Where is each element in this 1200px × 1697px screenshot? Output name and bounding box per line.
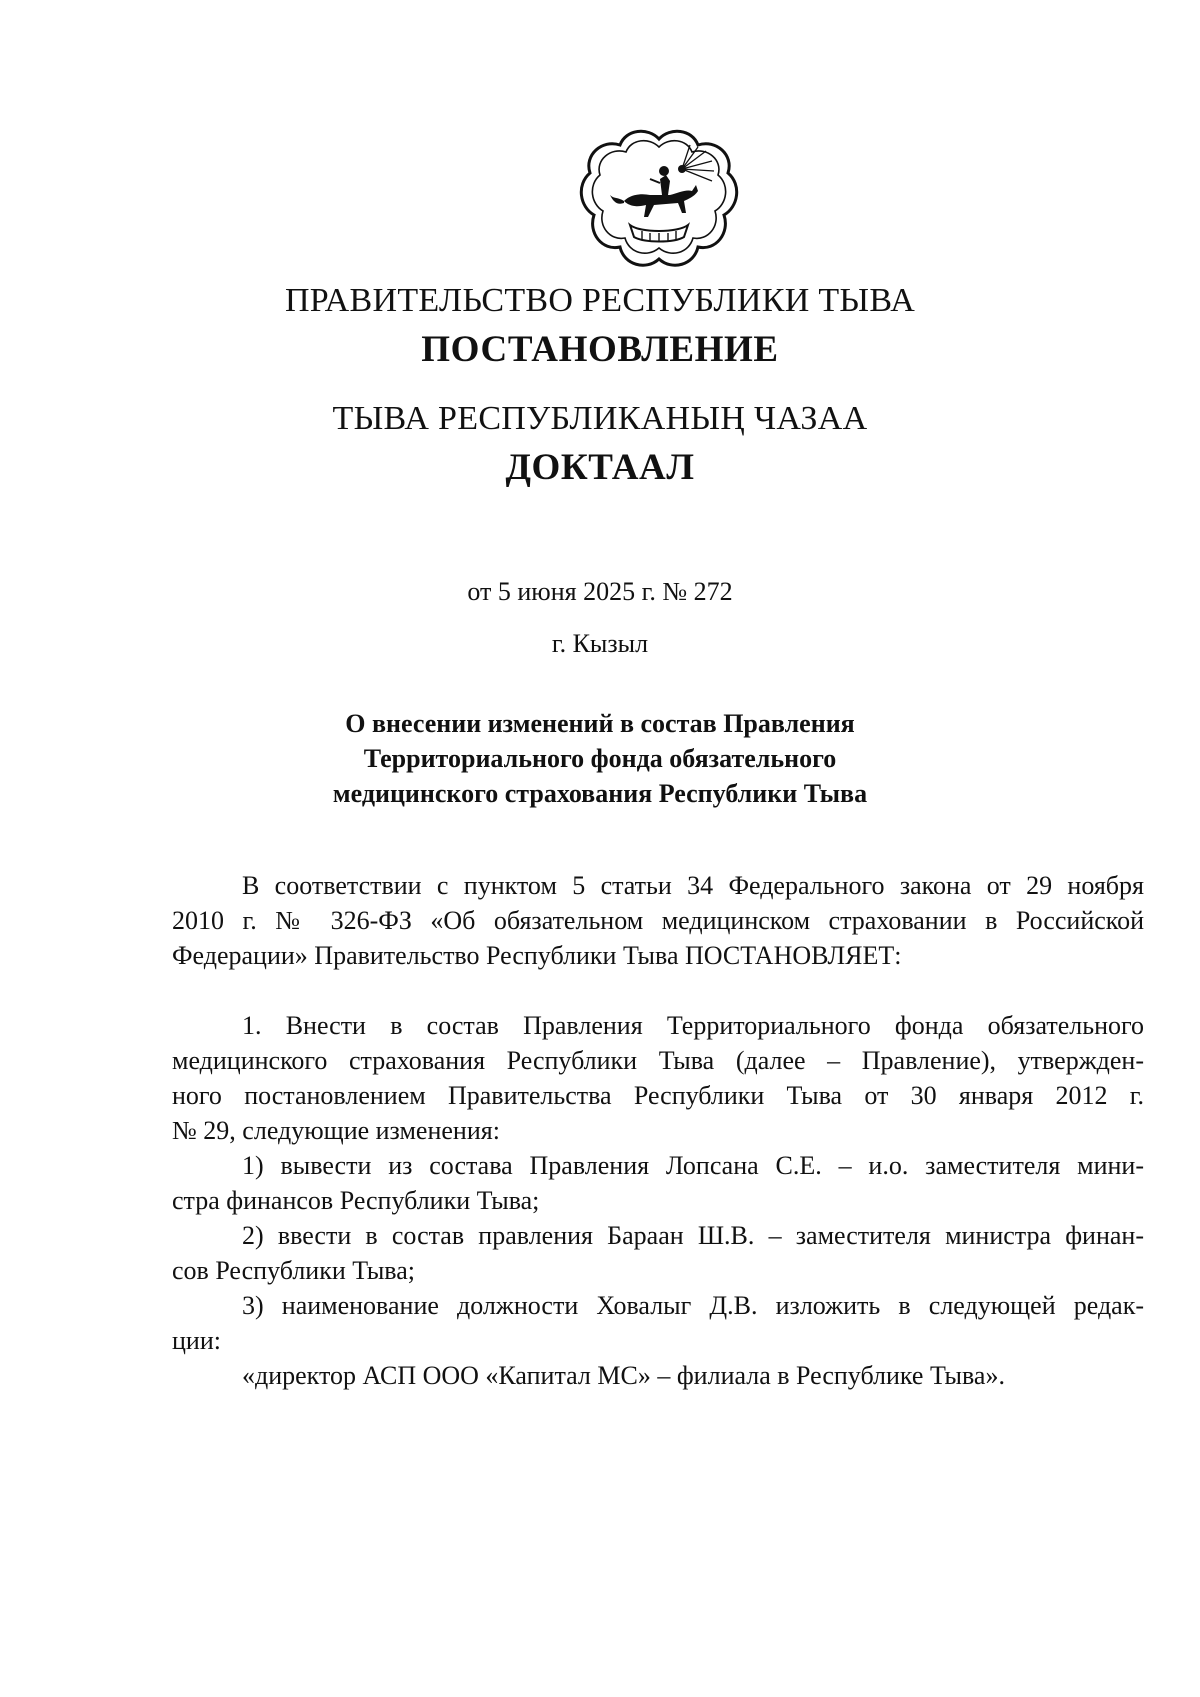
decree-title-ru: ПОСТАНОВЛЕНИЕ [421,329,779,370]
item1-line: медицинского страхования Республики Тыва (далее – Правление), утвержден- [172,1046,1144,1075]
decree-date-number: от 5 июня 2025 г. № 272 [467,577,733,606]
preamble-line: 2010 г. № 326-ФЗ «Об обязательном медицинском страховании в Российской [172,906,1144,935]
preamble-line: В соответствии с пунктом 5 статьи 34 Федерального закона от 29 ноября [242,871,1144,900]
item1-line: № 29, следующие изменения: [172,1116,500,1145]
subitem3-line: 3) наименование должности Ховалыг Д.В. изложить в следующей редак- [242,1291,1144,1320]
government-name-ru: ПРАВИТЕЛЬСТВО РЕСПУБЛИКИ ТЫВА [284,282,916,319]
government-name-tyv: ТЫВА РЕСПУБЛИКАНЫҢ ЧАЗАА [332,400,868,437]
title-line: О внесении изменений в состав Правления [345,709,855,738]
tuva-emblem-icon [578,125,740,273]
subitem1-line: стра финансов Республики Тыва; [172,1186,540,1215]
document-body [172,868,1144,1393]
preamble-line: Федерации» Правительство Республики Тыва ПОСТАНОВЛЯЕТ: [172,941,902,970]
subitem2-line: сов Республики Тыва; [172,1256,416,1285]
decree-city: г. Кызыл [551,629,649,658]
subitem1-line: 1) вывести из состава Правления Лопсана С.Е. – и.о. заместителя мини- [242,1151,1144,1180]
subitem2-line: 2) ввести в состав правления Бараан Ш.В. – заместителя министра финан- [242,1221,1144,1250]
decree-title-tyv: ДОКТААЛ [505,447,695,488]
quoted-position-name: «директор АСП ООО «Капитал МС» – филиала в Республике Тыва». [242,1361,1005,1390]
title-line: медицинского страхования Республики Тыва [332,779,868,808]
item1-line: 1. Внести в состав Правления Территориального фонда обязательного [242,1011,1144,1040]
title-line: Территориального фонда обязательного [363,744,837,773]
item1-line: ного постановлением Правительства Республики Тыва от 30 января 2012 г. [172,1081,1144,1110]
subitem3-line: ции: [172,1326,221,1355]
document-title [0,706,1200,811]
